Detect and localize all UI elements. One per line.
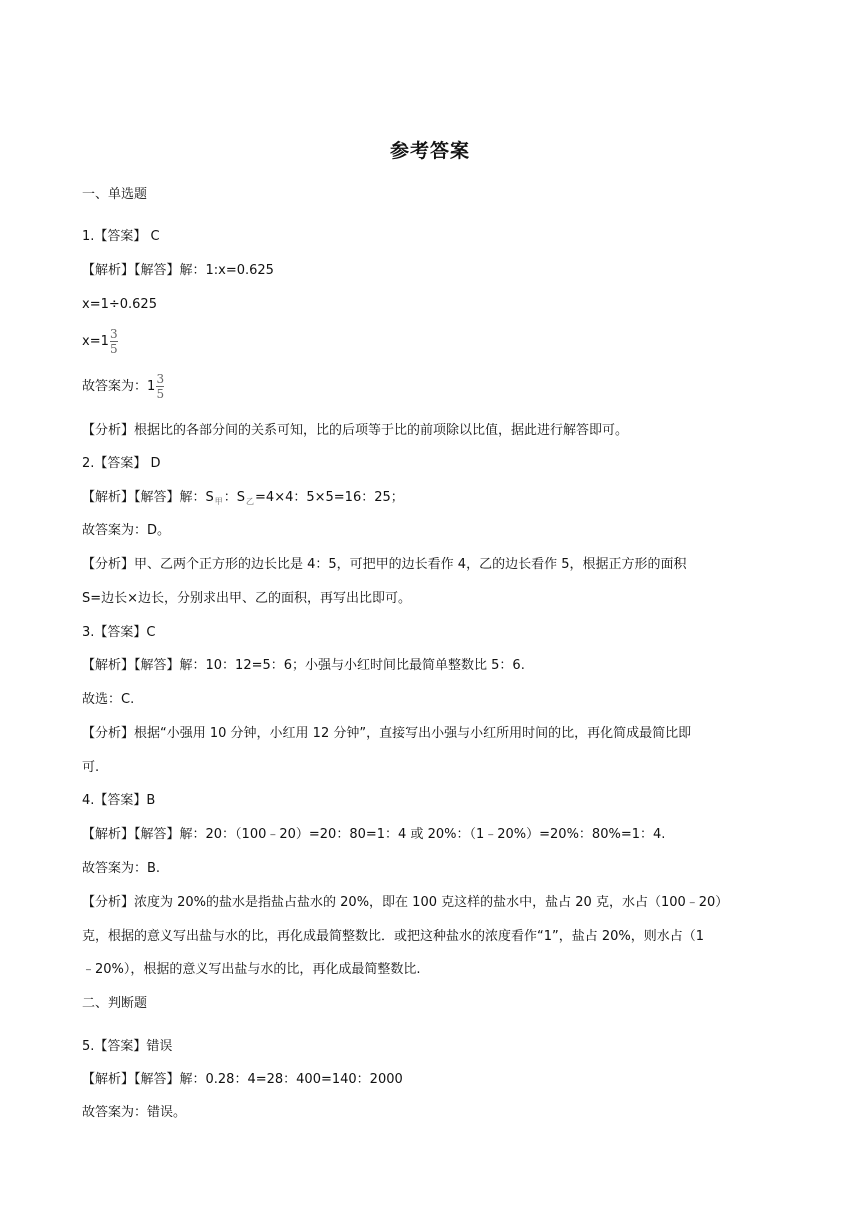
q4-conclusion: 故答案为：B. (82, 861, 161, 876)
fraction-denominator: 5 (156, 387, 165, 401)
q3-note-line1: 【分析】根据“小强用 10 分钟，小红用 12 分钟”，直接写出小强与小红所用时间的比，再化简成最简比即 (82, 726, 692, 741)
q1-step2-fraction (110, 328, 118, 355)
q4-answer: 4.【答案】B (82, 793, 156, 808)
fraction-numerator: 3 (156, 372, 165, 386)
q4-note-line3: ﹣20%），根据的意义写出盐与水的比，再化成最简整数比. (82, 962, 421, 977)
q1-step2-prefix: x=1 (82, 334, 109, 349)
q3-analysis: 【解析】【解答】解：10：12=5：6；小强与小红时间比最简单整数比 5：6. (82, 658, 525, 673)
q2-subscript-yi: 乙 (246, 497, 255, 506)
q2-conclusion: 故答案为：D。 (82, 523, 171, 538)
q3-conclusion: 故选：C. (82, 692, 135, 707)
q5-conclusion: 故答案为：错误。 (82, 1105, 187, 1120)
q3-note-line2: 可. (82, 760, 100, 775)
fraction-numerator: 3 (110, 327, 118, 341)
q2-subscript-jia: 甲 (214, 497, 223, 506)
q5-analysis: 【解析】【解答】解：0.28：4=28：400=140：2000 (82, 1072, 403, 1087)
section-heading-true-false: 二、判断题 (82, 996, 148, 1011)
q1-conclusion (82, 373, 164, 400)
q2-analysis-part-b: ：S (223, 490, 246, 505)
q4-analysis: 【解析】【解答】解：20：（100﹣20）=20：80=1：4 或 20%：（1﹣20%）=20%：80%=1：4. (82, 827, 666, 842)
q4-note-line2: 克，根据的意义写出盐与水的比，再化成最简整数比．或把这种盐水的浓度看作“1”，盐占 20%，则水占（1 (82, 929, 705, 944)
q2-note-line2: S=边长×边长，分别求出甲、乙的面积，再写出比即可。 (82, 591, 412, 606)
q1-answer: 1.【答案】 C (82, 229, 160, 244)
q5-answer: 5.【答案】错误 (82, 1039, 173, 1054)
q1-conclusion-fraction (156, 373, 164, 400)
q1-note: 【分析】根据比的各部分间的关系可知，比的后项等于比的前项除以比值，据此进行解答即可。 (82, 423, 629, 438)
fraction-denominator: 5 (110, 342, 118, 356)
q1-step1: x=1÷0.625 (82, 297, 157, 312)
q1-analysis: 【解析】【解答】解：1:x=0.625 (82, 263, 274, 278)
q2-analysis-part-a: 【解析】【解答】解：S (82, 490, 214, 505)
q3-answer: 3.【答案】C (82, 625, 156, 640)
page-title: 参考答案 (389, 140, 470, 162)
q1-step2 (82, 328, 118, 355)
section-heading-single-choice: 一、单选题 (82, 187, 148, 202)
q1-conclusion-prefix: 故答案为：1 (82, 379, 156, 394)
q4-note-line1: 【分析】浓度为 20%的盐水是指盐占盐水的 20%，即在 100 克这样的盐水中，盐占 20 克，水占（100﹣20） (82, 895, 729, 910)
q2-note-line1: 【分析】甲、乙两个正方形的边长比是 4：5，可把甲的边长看作 4，乙的边长看作 5，根据正方形的面积 (82, 557, 687, 572)
q2-answer: 2.【答案】 D (82, 456, 161, 471)
q2-analysis (82, 489, 404, 511)
q2-analysis-part-c: =4×4：5×5=16：25； (255, 490, 404, 505)
